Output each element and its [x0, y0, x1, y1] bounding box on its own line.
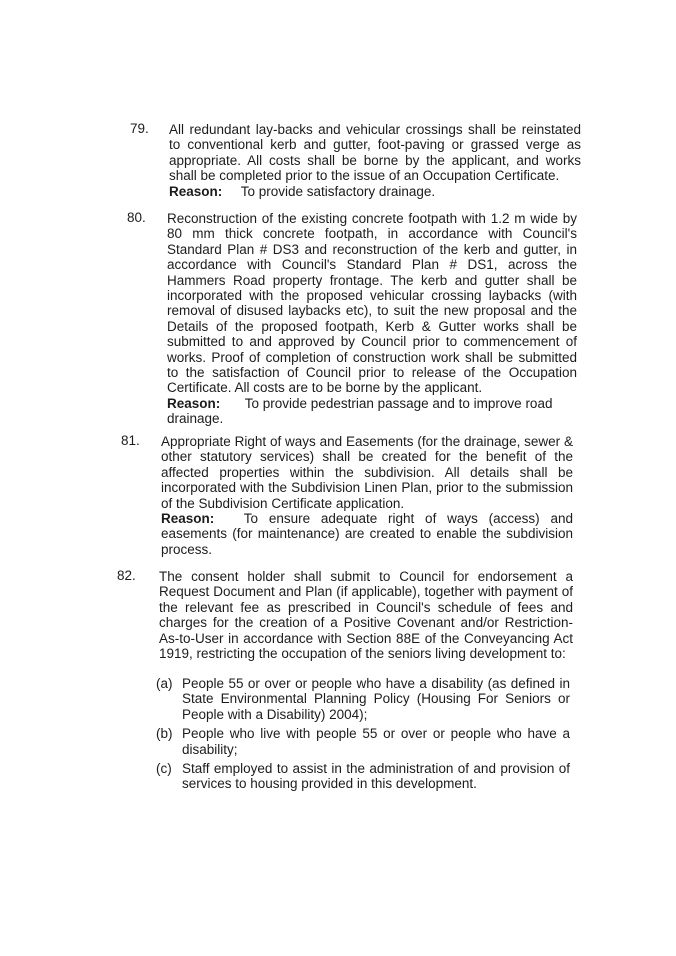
condition-number: 81.	[121, 433, 140, 448]
reason-row	[169, 184, 581, 199]
reason-label: Reason:	[169, 183, 223, 199]
condition-body	[161, 434, 573, 557]
reason-text: To ensure adequate right of ways (access) and easements (for maintenance) are created to enable the subdivision process.	[161, 511, 573, 557]
condition-number: 79.	[130, 121, 149, 136]
condition-number: 80.	[127, 210, 146, 225]
reason-text: To provide satisfactory drainage.	[240, 183, 436, 199]
condition-text: All redundant lay-backs and vehicular crossings shall be reinstated to conventional kerb and gutter, foot-paving or grassed verge as appropriate. All costs shall be borne by the applicant, and works shall be completed prior to the issue of an Occupation Certificate.	[169, 122, 581, 184]
list-item	[156, 726, 570, 757]
condition-text: Appropriate Right of ways and Easements (for the drainage, sewer & other statutory services) shall be created for the benefit of the affected properties within the subdivision. All details shall be incorporated with the Subdivision Linen Plan, prior to the submission of the Subdivision Certificate application.	[161, 434, 573, 511]
condition-body	[169, 122, 581, 199]
list-marker: (b)	[156, 726, 173, 742]
reason-label: Reason:	[161, 511, 215, 527]
list-item-text: People 55 or over or people who have a disability (as defined in State Environmental Planning Policy (Housing For Seniors or People with a Disability) 2004);	[182, 676, 570, 722]
list-item	[156, 761, 570, 792]
reason-text: To provide pedestrian passage and to improve road drainage.	[167, 395, 553, 427]
list-marker: (a)	[156, 676, 173, 691]
condition-number: 82.	[117, 568, 136, 583]
restriction-list	[156, 676, 570, 796]
list-item-text: People who live with people 55 or over or people who have a disability;	[182, 726, 570, 757]
condition-body	[167, 211, 577, 427]
list-marker: (c)	[156, 761, 172, 777]
reason-row	[161, 511, 573, 557]
reason-row	[167, 396, 577, 427]
condition-text: Reconstruction of the existing concrete footpath with 1.2 m wide by 80 mm thick concrete footpath, in accordance with Council's Standard Plan # DS3 and reconstruction of the kerb and gutter, in accordance with Council's Standard Plan # DS1, across the Hammers Road property frontage. The kerb and gutter shall be incorporated with the proposed vehicular crossing laybacks (with removal of disused laybacks etc), to suit the new proposal and the Details of the proposed footpath, Kerb & Gutter works shall be submitted to and approved by Council prior to commencement of works. Proof of completion of construction work shall be submitted to the satisfaction of Council prior to release of the Occupation Certificate. All costs are to be borne by the applicant.	[167, 211, 577, 396]
condition-text: The consent holder shall submit to Council for endorsement a Request Document and Plan (if applicable), together with payment of the relevant fee as prescribed in Council's schedule of fees and charges for the creation of a Positive Covenant and/or Restriction-As-to-User in accordance with Section 88E of the Conveyancing Act 1919, restricting the occupation of the seniors living development to:	[159, 569, 573, 662]
list-item	[156, 676, 570, 722]
list-item-text: Staff employed to assist in the administration of and provision of services to housing provided in this development.	[182, 761, 570, 792]
condition-body	[159, 569, 573, 661]
reason-label: Reason:	[167, 395, 221, 411]
